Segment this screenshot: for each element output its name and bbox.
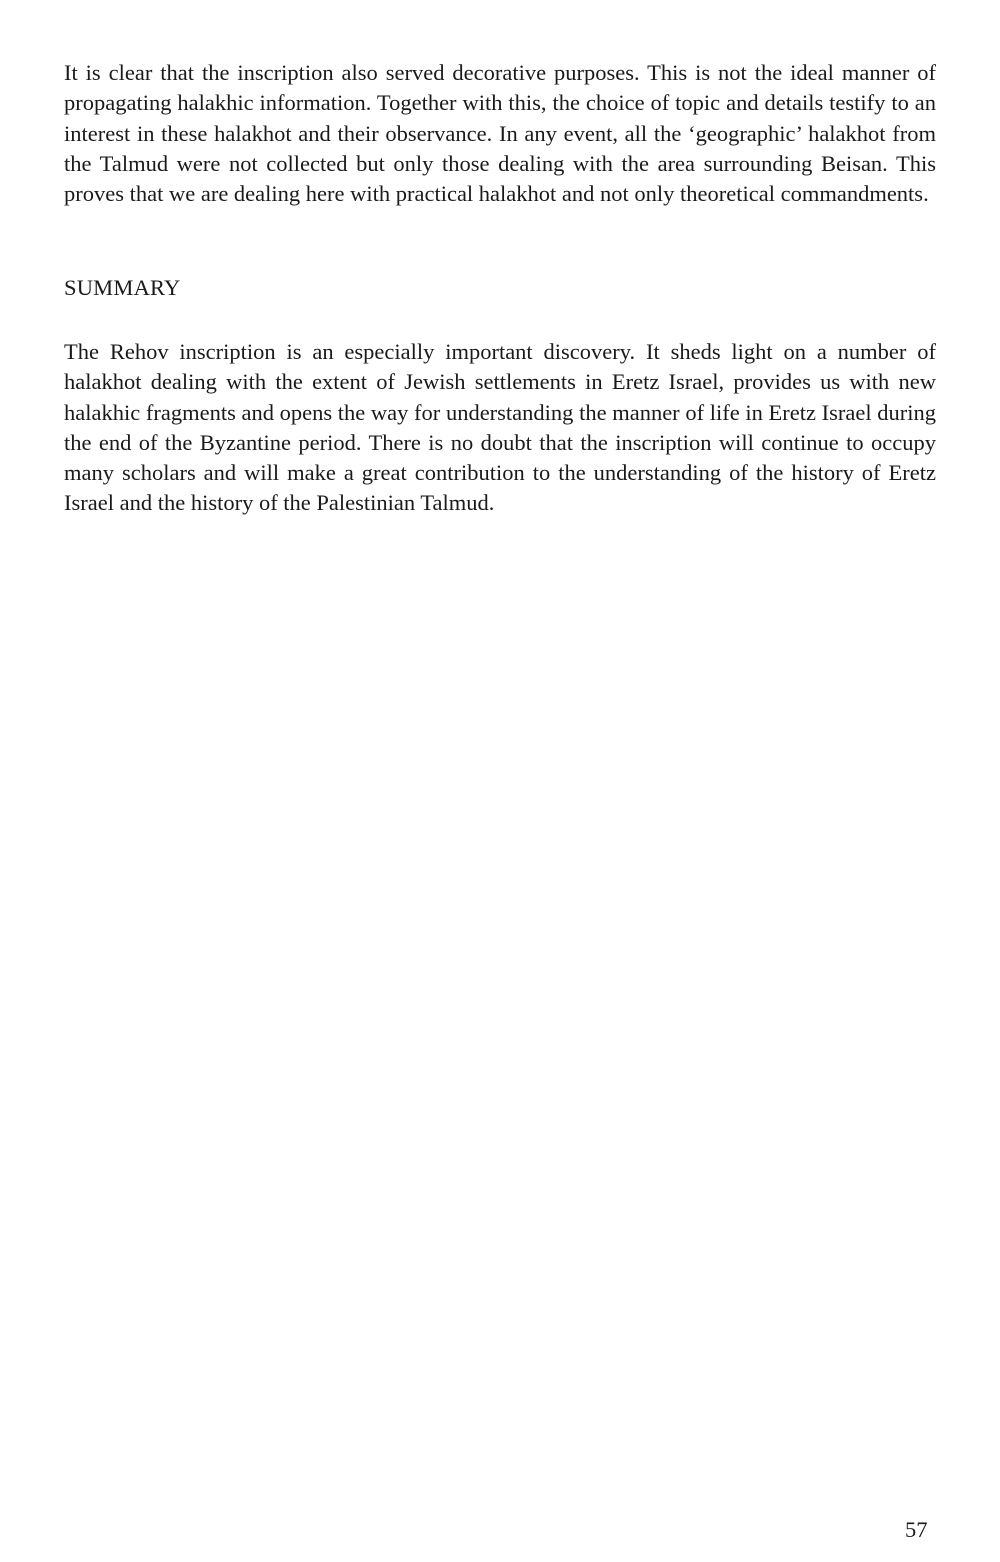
body-paragraph-intro: It is clear that the inscription also served decorative purposes. This is not the ideal manner of propagating halakhic information. Together with this, the choice of topic and details testify to an interest in these halakhot and their observance. In any event, all the ‘geographic’ halakhot from the Talmud were not collected but only those dealing with the area surrounding Beisan. This proves that we are dealing here with practical halakhot and not only theoretical commandments. (64, 60, 936, 207)
section-heading-summary: SUMMARY (64, 275, 181, 300)
body-paragraph-summary: The Rehov inscription is an especially important discovery. It sheds light on a number of halakhot dealing with the extent of Jewish settlements in Eretz Israel, provides us with new halakhic fragments and opens the way for understanding the manner of life in Eretz Israel during the end of the Byzantine period. There is no doubt that the inscription will continue to occupy many scholars and will make a great contribution to the understanding of the history of Eretz Israel and the history of the Palestinian Talmud. (64, 339, 936, 516)
page-number: 57 (905, 1517, 928, 1542)
